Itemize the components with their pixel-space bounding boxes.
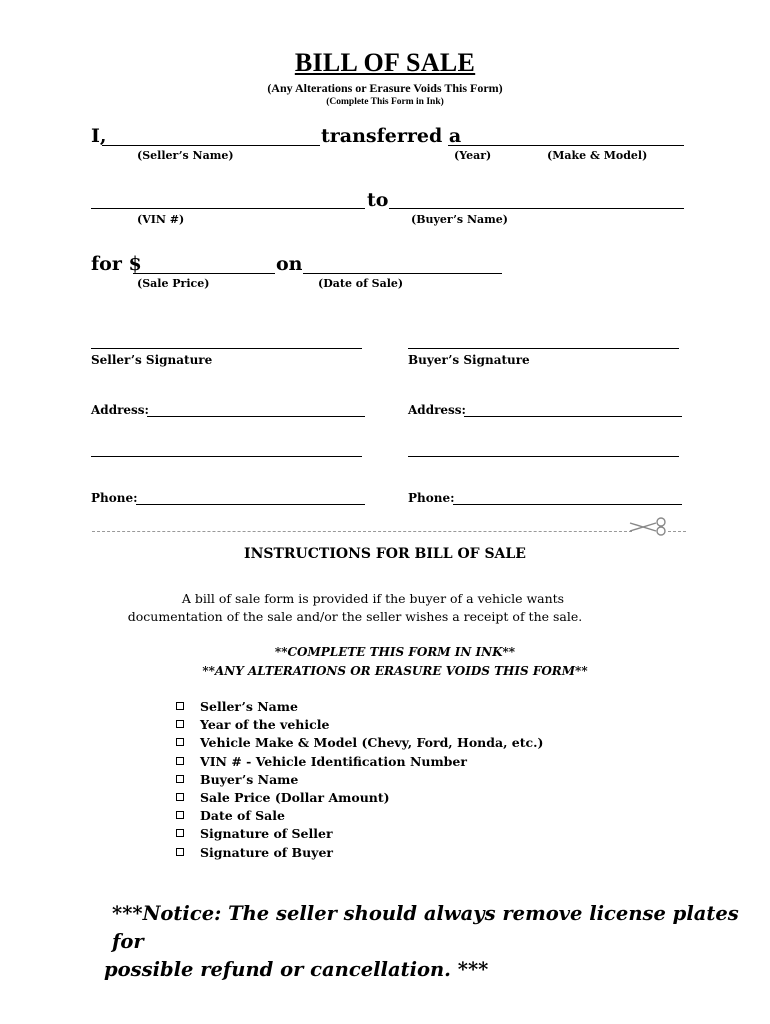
caption-vin: (VIN #)	[137, 213, 185, 226]
list-item: Signature of Buyer	[176, 844, 543, 862]
sale-price-field[interactable]	[133, 273, 275, 274]
notice-line-2: possible refund or cancellation. ***	[104, 958, 489, 981]
scissors-icon	[628, 514, 670, 536]
caption-seller-name: (Seller’s Name)	[137, 149, 234, 162]
seller-name-field[interactable]	[102, 145, 320, 146]
warning-alterations: **ANY ALTERATIONS OR ERASURE VOIDS THIS FORM**	[202, 664, 588, 678]
row3-on: on	[276, 253, 303, 275]
seller-signature-field[interactable]	[91, 348, 362, 349]
buyer-phone-field[interactable]	[453, 504, 682, 505]
caption-year: (Year)	[454, 149, 492, 162]
list-item: Year of the vehicle	[176, 716, 543, 734]
row3-prefix: for $	[91, 253, 142, 275]
caption-sale-price: (Sale Price)	[137, 277, 210, 290]
seller-signature-label: Seller’s Signature	[91, 353, 213, 367]
buyer-signature-field[interactable]	[408, 348, 679, 349]
list-item: Date of Sale	[176, 807, 543, 825]
list-item: Sale Price (Dollar Amount)	[176, 789, 543, 807]
list-item: Vehicle Make & Model (Chevy, Ford, Honda, etc.)	[176, 734, 543, 752]
square-bullet-icon	[176, 811, 184, 819]
square-bullet-icon	[176, 720, 184, 728]
square-bullet-icon	[176, 829, 184, 837]
caption-buyer-name: (Buyer’s Name)	[411, 213, 508, 226]
square-bullet-icon	[176, 702, 184, 710]
vin-field[interactable]	[91, 208, 365, 209]
seller-address-label: Address:	[91, 403, 149, 417]
buyer-address-label: Address:	[408, 403, 466, 417]
row1-prefix: I,	[91, 125, 107, 147]
cut-line	[92, 531, 632, 532]
buyer-address-field[interactable]	[464, 416, 682, 417]
notice-line-1: ***Notice: The seller should always remove license plates for	[112, 902, 739, 953]
list-item: Signature of Seller	[176, 825, 543, 843]
caption-date-of-sale: (Date of Sale)	[318, 277, 404, 290]
license-plate-notice	[104, 900, 744, 984]
list-item: VIN # - Vehicle Identification Number	[176, 753, 543, 771]
paragraph-line-1: A bill of sale form is provided if the buyer of a vehicle wants	[181, 591, 565, 606]
row2-to: to	[367, 189, 389, 211]
seller-address-line2-field[interactable]	[91, 456, 362, 457]
seller-phone-field[interactable]	[136, 504, 365, 505]
year-make-model-field[interactable]	[448, 145, 684, 146]
list-item: Seller’s Name	[176, 698, 543, 716]
document-title: BILL OF SALE	[294, 48, 476, 77]
square-bullet-icon	[176, 848, 184, 856]
square-bullet-icon	[176, 793, 184, 801]
buyer-phone-label: Phone:	[408, 491, 455, 505]
buyer-name-field[interactable]	[389, 208, 684, 209]
cut-line-end	[668, 531, 686, 532]
seller-phone-label: Phone:	[91, 491, 138, 505]
date-of-sale-field[interactable]	[303, 273, 502, 274]
instructions-paragraph	[100, 590, 610, 626]
square-bullet-icon	[176, 775, 184, 783]
warning-ink: **COMPLETE THIS FORM IN INK**	[274, 645, 516, 659]
instructions-checklist	[176, 698, 543, 862]
buyer-address-line2-field[interactable]	[408, 456, 679, 457]
caption-make-model: (Make & Model)	[547, 149, 648, 162]
seller-address-field[interactable]	[147, 416, 365, 417]
square-bullet-icon	[176, 757, 184, 765]
buyer-signature-label: Buyer’s Signature	[408, 353, 530, 367]
document-subtitle-ink: (Complete This Form in Ink)	[326, 97, 444, 107]
paragraph-line-2: documentation of the sale and/or the seller wishes a receipt of the sale.	[127, 609, 583, 624]
document-subtitle: (Any Alterations or Erasure Voids This Form)	[267, 81, 503, 95]
instructions-heading: INSTRUCTIONS FOR BILL OF SALE	[244, 546, 526, 562]
list-item: Buyer’s Name	[176, 771, 543, 789]
square-bullet-icon	[176, 738, 184, 746]
row1-transferred: transferred a	[321, 125, 462, 147]
